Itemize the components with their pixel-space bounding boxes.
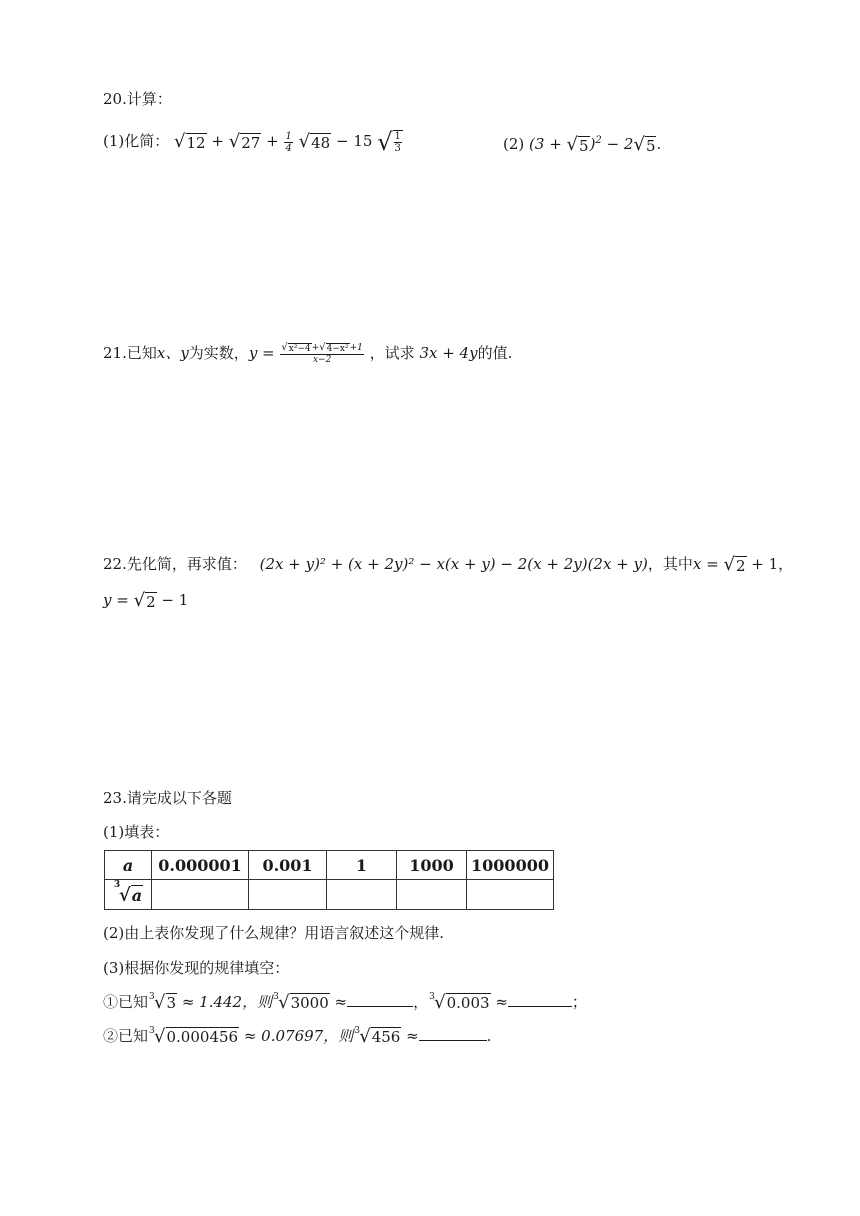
q22-x-value: x = √ 2 + 1， bbox=[692, 553, 794, 575]
q22-y-value: y = √ 2 − 1 bbox=[103, 589, 189, 611]
q20-title bbox=[103, 88, 172, 110]
cbrt-456: 3 √456 bbox=[354, 1026, 401, 1047]
q23-title: 23.请完成以下各题 bbox=[103, 789, 232, 807]
q20-part2-expression: (3 + √ 5 )$^2$ − 2 √ 5 . bbox=[529, 133, 662, 155]
answer-cell[interactable] bbox=[152, 880, 249, 910]
q22-line1: 22.先化简，再求值： (2x + y)² + (x + 2y)² − x(x + y) − 2(x + 2y)(2x + y)，其中x = √ 2 + 1， bbox=[103, 553, 794, 575]
q23-part2: (2)由上表你发现了什么规律？用语言叙述这个规律. bbox=[103, 924, 445, 942]
sqrt-27: √ 27 bbox=[228, 130, 261, 152]
q21-variables: x、y bbox=[156, 344, 189, 362]
q23-part1: (1)填表： bbox=[103, 823, 170, 841]
q23-fill-line-1: ①已知 3 √3 ≈ 1.442，则 3 √3000 ≈ ， 3 √0.003 ≈ ； bbox=[103, 992, 587, 1013]
cbrt-3000: 3 √3000 bbox=[273, 992, 329, 1013]
answer-blank[interactable] bbox=[419, 1026, 487, 1041]
fraction-one-quarter: $\frac{1}{4}$ bbox=[285, 130, 292, 154]
coefficient-15: 15 bbox=[353, 132, 373, 150]
q23-fill-line-2: ②已知 3 √0.000456 ≈ 0.07697，则 3 √456 ≈ . bbox=[103, 1026, 492, 1047]
sqrt-5-a: √ 5 bbox=[566, 133, 589, 155]
q21: 21.已知x、y为实数，y = √ x²−4 + √ 4−x² +1 x−2 ，试求 3x + 4y的值. bbox=[103, 341, 513, 365]
sqrt-one-third: √ $\frac{1}{3}$ bbox=[377, 128, 401, 156]
table-cell: 1000 bbox=[397, 851, 467, 880]
q20-part1-label: (1)化简： bbox=[103, 132, 170, 150]
table-cell: 0.001 bbox=[249, 851, 327, 880]
answer-cell[interactable] bbox=[467, 880, 554, 910]
table-row-cube-root bbox=[105, 880, 554, 910]
q20-part2-label: (2) bbox=[503, 135, 525, 153]
q20-part1-expression: √ 12 + √ 27 + $\frac{1}{4}$ √ 48 − 15 √ $\frac{1}{3}$ bbox=[174, 128, 401, 156]
answer-cell[interactable] bbox=[397, 880, 467, 910]
table-header-a: a bbox=[105, 851, 152, 880]
table-cell: 1000000 bbox=[467, 851, 554, 880]
q20-part1 bbox=[103, 130, 403, 154]
q22-expression: (2x + y)² + (x + 2y)² − x(x + y) − 2(x + 2y)(2x + y) bbox=[259, 555, 648, 573]
table-cell: 1 bbox=[327, 851, 397, 880]
table-cell: 0.000001 bbox=[152, 851, 249, 880]
answer-cell[interactable] bbox=[249, 880, 327, 910]
cbrt-0-000456: 3 √0.000456 bbox=[149, 1026, 239, 1047]
answer-blank[interactable] bbox=[508, 992, 572, 1007]
table-row-a bbox=[105, 851, 554, 880]
table-header-cube-root: 3 √a bbox=[105, 880, 152, 910]
q21-y-equation: y = √ x²−4 + √ 4−x² +1 x−2 bbox=[248, 341, 363, 365]
q21-target-expression: 3x + 4y bbox=[419, 344, 478, 362]
cbrt-0-003: 3 √0.003 bbox=[429, 992, 490, 1013]
q20-title-text: 20.计算： bbox=[103, 90, 172, 108]
q20-part2 bbox=[503, 130, 661, 155]
q23-part3: (3)根据你发现的规律填空： bbox=[103, 959, 290, 977]
q22-line2 bbox=[103, 589, 188, 611]
cbrt-3: 3 √3 bbox=[149, 992, 177, 1013]
sqrt-48: √ 48 bbox=[298, 130, 331, 152]
cube-root-table bbox=[104, 850, 554, 910]
q21-fraction: √ x²−4 + √ 4−x² +1 x−2 bbox=[281, 341, 363, 365]
answer-blank[interactable] bbox=[347, 992, 413, 1007]
sqrt-5-b: √ 5 bbox=[633, 133, 656, 155]
answer-cell[interactable] bbox=[327, 880, 397, 910]
sqrt-12: √ 12 bbox=[174, 130, 206, 152]
